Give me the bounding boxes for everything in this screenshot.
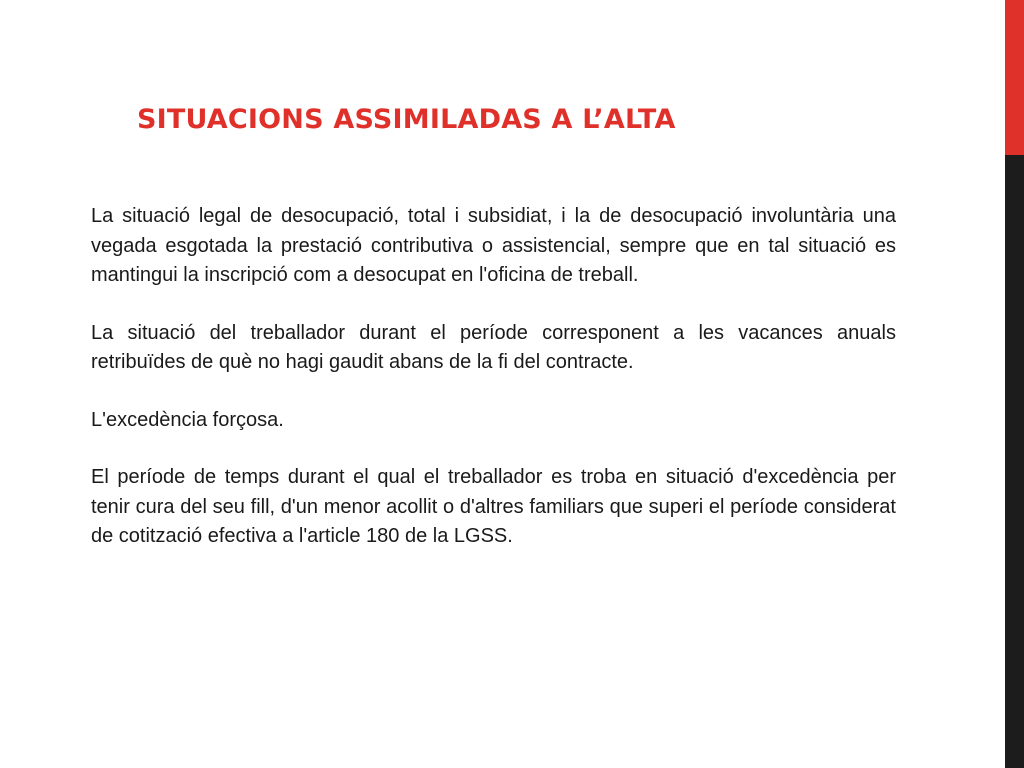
paragraph: El període de temps durant el qual el treballador es troba en situació d'excedència per tenir cura del seu fill, d'un menor acollit o d'altres familiars que superi el període considerat de cotització efectiva a l'article 180 de la LGSS. [91,466,896,547]
accent-bar-dark [1005,155,1024,768]
slide-title: SITUACIONS ASSIMILADAS A L’ALTA [137,104,676,135]
paragraph: La situació legal de desocupació, total i subsidiat, i la de desocupació involuntària una vegada esgotada la prestació contributiva o assistencial, sempre que en tal situació es mantingui la inscripció com a desocupat en l'oficina de treball. [91,205,896,286]
paragraph: L'excedència forçosa. [91,408,284,431]
accent-bar-red [1005,0,1024,155]
slide-body [91,202,896,580]
paragraph: La situació del treballador durant el període corresponent a les vacances anuals retribuïdes de què no hagi gaudit abans de la fi del contracte. [91,321,896,373]
